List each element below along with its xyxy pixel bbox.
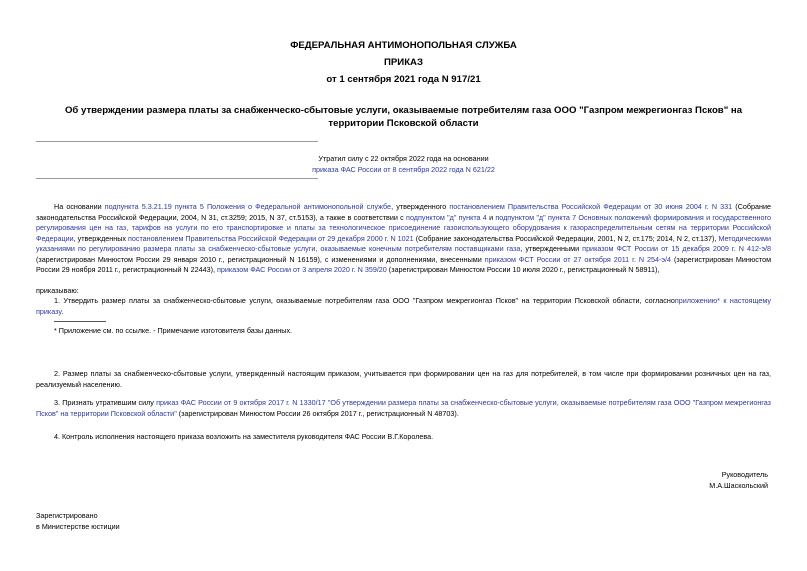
separator-top bbox=[36, 141, 318, 142]
item-3 bbox=[36, 398, 771, 419]
link-appendix[interactable]: приложению* к настоящему приказу bbox=[36, 296, 771, 316]
registration-line-2: в Министерстве юстиции bbox=[36, 522, 120, 531]
item-1-text-end: . bbox=[61, 306, 64, 316]
link-subparagraph-4[interactable]: подпунктом "д" пункта 4 bbox=[406, 212, 487, 222]
signature-name: М.А.Шаскольский bbox=[709, 481, 768, 490]
link-government-decree-331[interactable]: постановлением Правительства Российской Федерации от 30 июня 2004 г. N 331 bbox=[449, 202, 733, 211]
preamble-text: (зарегистрирован Минюстом России 29 января 2010 г., регистрационный N 16159), с изменениями и дополнениями, внесенными bbox=[36, 254, 485, 264]
link-methodical-guidelines[interactable]: Методическими указаниями по регулированию размера платы за снабженческо-сбытовые услуги, оказываемые конечным потребителям поставщиками газа bbox=[36, 233, 772, 253]
item-4: 4. Контроль исполнения настоящего приказа возложить на заместителя руководителя ФАС России В.Г.Королева. bbox=[54, 432, 434, 441]
doc-type: ПРИКАЗ bbox=[384, 57, 423, 68]
preamble-text: (Собрание законодательства Российской Федерации, 2001, N 2, ст.175; 2014, N 2, ст.137), bbox=[413, 233, 719, 243]
preamble-text: (зарегистрирован Минюстом России 10 июля 2020 г., регистрационный N 58911), bbox=[386, 265, 660, 274]
link-government-decree-1021[interactable]: постановлением Правительства Российской Федерации от 29 декабря 2000 г. N 1021 bbox=[127, 233, 414, 243]
link-fst-order-254[interactable]: приказом ФСТ России от 27 октября 2011 г. N 254-э/4 bbox=[484, 254, 672, 264]
preamble-paragraph bbox=[36, 202, 771, 276]
item-3-text-end: (зарегистрирован Минюстом России 26 октября 2017 г., регистрационный N 48703). bbox=[176, 408, 459, 418]
link-fas-regulation[interactable]: подпункта 5.3.21.19 пункта 5 Положения о Федеральной антимонопольной службе bbox=[104, 202, 392, 211]
preamble-text: и bbox=[486, 212, 496, 222]
link-subparagraph-7[interactable]: подпунктом "д" пункта 7 Основных положений формирования и государственного регулирования цен на газ, тарифов на услуги по его транспортировке и платы за технологическое присоединение газоиспользующего оборудования к газораспределительным сетям на территории Российской Федерации bbox=[36, 212, 771, 243]
repeal-notice-link[interactable]: приказа ФАС России от 8 сентября 2022 года N 621/22 bbox=[312, 165, 495, 174]
preamble-text: (Собрание законодательства Российской Федерации, 2004, N 31, ст.3259; 2015, N 37, ст.5153), а также в соответствии с bbox=[36, 202, 771, 222]
doc-title: Об утверждении размера платы за снабженческо-сбытовые услуги, оказываемые потребителям газа ООО "Газпром межрегионгаз Псков" на территории Псковской области bbox=[64, 105, 743, 129]
preamble-text: На основании bbox=[54, 202, 105, 211]
agency-name: ФЕДЕРАЛЬНАЯ АНТИМОНОПОЛЬНАЯ СЛУЖБА bbox=[290, 40, 517, 51]
order-word: приказываю: bbox=[36, 286, 79, 295]
footnote-separator bbox=[54, 321, 106, 322]
preamble-text: , утвержденными bbox=[520, 244, 583, 253]
separator-bottom bbox=[36, 178, 318, 179]
repeal-notice: Утратил силу с 22 октября 2022 года на основании bbox=[318, 154, 489, 163]
preamble-text: , утвержденного bbox=[391, 202, 450, 211]
item-3-text: 3. Признать утратившим силу bbox=[54, 398, 157, 407]
item-1-text: 1. Утвердить размер платы за снабженческо-сбытовые услуги, оказываемые потребителям газа ООО "Газпром межрегионгаз Псков" на территории Псковской области, согласно bbox=[54, 296, 675, 305]
preamble-text: , утвержденных bbox=[73, 233, 128, 243]
doc-date-number: от 1 сентября 2021 года N 917/21 bbox=[326, 74, 481, 85]
registration-line-1: Зарегистрировано bbox=[36, 511, 98, 520]
item-2: 2. Размер платы за снабженческо-сбытовые услуги, утвержденный настоящим приказом, учитывается при формировании цен на газ для потребителей, в том числе при формировании розничных цен на газ, реализуемый населению. bbox=[36, 369, 771, 389]
link-fas-order-1330[interactable]: приказ ФАС России от 9 октября 2017 г. N 1330/17 "Об утверждении размера платы за снабженческо-сбытовые услуги, оказываемые потребителям газа ООО "Газпром межрегионгаз Псков" на территории Псковской области" bbox=[36, 398, 771, 418]
item-1 bbox=[36, 296, 771, 317]
preamble-text: (зарегистрирован Минюстом России 29 ноября 2011 г., регистрационный N 22443), bbox=[36, 254, 772, 274]
link-fst-order-412[interactable]: приказом ФСТ России от 15 декабря 2009 г. N 412-э/8 bbox=[582, 244, 771, 253]
link-fas-order-359[interactable]: приказом ФАС России от 3 апреля 2020 г. N 359/20 bbox=[216, 265, 387, 274]
signature-position: Руководитель bbox=[721, 470, 768, 479]
footnote: * Приложение см. по ссылке. - Примечание изготовителя базы данных. bbox=[54, 326, 293, 335]
